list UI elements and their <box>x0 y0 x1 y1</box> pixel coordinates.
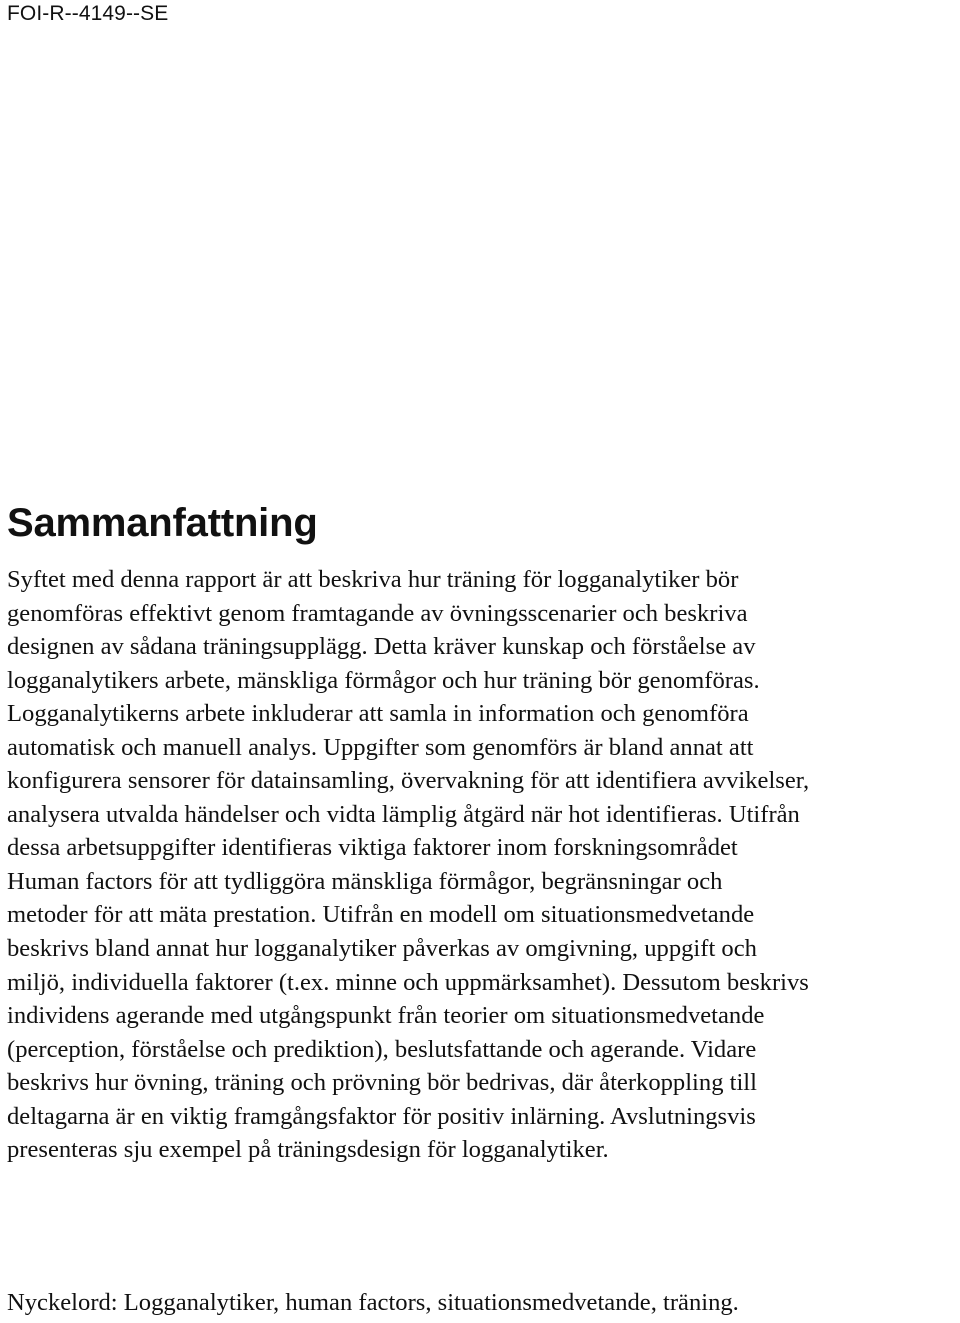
summary-line: deltagarna är en viktig framgångsfaktor för positiv inlärning. Avslutningsvis <box>7 1102 756 1130</box>
summary-line: automatisk och manuell analys. Uppgifter som genomförs är bland annat att <box>7 733 754 761</box>
summary-line: Human factors för att tydliggöra mänskliga förmågor, begränsningar och <box>7 867 723 895</box>
section-heading: Sammanfattning <box>7 501 318 545</box>
summary-line: miljö, individuella faktorer (t.ex. minne och uppmärksamhet). Dessutom beskrivs <box>7 968 809 996</box>
summary-line: konfigurera sensorer för datainsamling, övervakning för att identifiera avvikelser, <box>7 767 810 795</box>
summary-line: dessa arbetsuppgifter identifieras viktiga faktorer inom forskningsområdet <box>7 834 738 862</box>
summary-line: analysera utvalda händelser och vidta lämplig åtgärd när hot identifieras. Utifrån <box>7 800 800 828</box>
report-id: FOI-R--4149--SE <box>7 2 169 25</box>
summary-line: Logganalytikerns arbete inkluderar att samla in information och genomföra <box>7 700 749 728</box>
summary-paragraph <box>7 563 957 1167</box>
summary-line: beskrivs hur övning, träning och prövning bör bedrivas, där återkoppling till <box>7 1069 757 1097</box>
summary-line: individens agerande med utgångspunkt från teorier om situationsmedvetande <box>7 1002 765 1030</box>
summary-line: beskrivs bland annat hur logganalytiker påverkas av omgivning, uppgift och <box>7 935 757 963</box>
summary-line: designen av sådana träningsupplägg. Detta kräver kunskap och förståelse av <box>7 633 756 661</box>
summary-line: metoder för att mäta prestation. Utifrån en modell om situationsmedvetande <box>7 901 755 929</box>
summary-line: Syftet med denna rapport är att beskriva hur träning för logganalytiker bör <box>7 566 739 593</box>
summary-line: presenteras sju exempel på träningsdesign för logganalytiker. <box>7 1136 609 1164</box>
keywords: Nyckelord: Logganalytiker, human factors, situationsmedvetande, träning. <box>7 1289 739 1316</box>
summary-line: (perception, förståelse och prediktion), beslutsfattande och agerande. Vidare <box>7 1035 757 1063</box>
summary-line: logganalytikers arbete, mänskliga förmågor och hur träning bör genomföras. <box>7 666 760 694</box>
summary-line: genomföras effektivt genom framtagande av övningsscenarier och beskriva <box>7 599 748 627</box>
